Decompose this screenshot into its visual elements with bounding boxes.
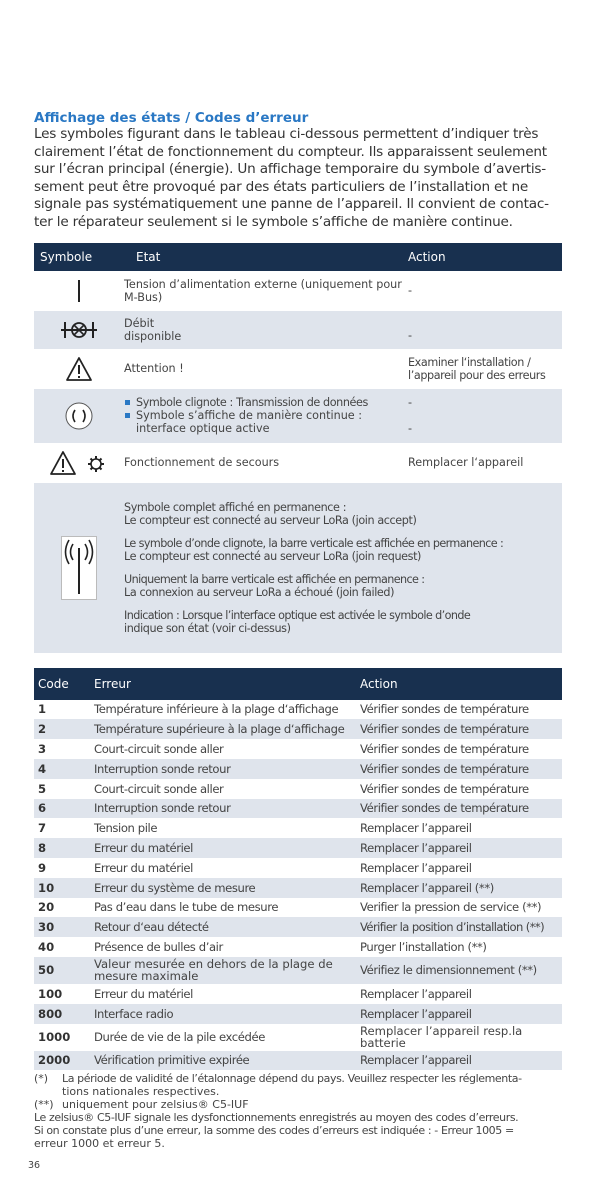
error-description: Erreur du matériel	[94, 860, 193, 875]
error-code: 10	[38, 880, 55, 895]
error-description: Vérification primitive expirée	[94, 1053, 250, 1068]
error-code: 3	[38, 742, 47, 757]
symbol-row	[34, 349, 562, 389]
error-code: 7	[38, 821, 47, 836]
action-cell: -	[408, 329, 413, 343]
error-code: 5	[38, 781, 47, 796]
error-action-line: Remplacer l’appareil resp.la	[360, 1024, 523, 1039]
error-row	[34, 779, 562, 799]
error-code: 1000	[38, 1030, 71, 1045]
error-row	[34, 799, 562, 819]
error-row	[34, 878, 562, 898]
error-row	[34, 858, 562, 878]
lora-paragraph	[124, 609, 562, 635]
etat-cell	[124, 396, 408, 435]
error-description: Présence de bulles d’air	[94, 940, 223, 955]
error-code: 8	[38, 841, 47, 856]
etat-bullets	[124, 396, 408, 435]
error-code: 20	[38, 900, 55, 915]
error-action: Vérifier sondes de température	[360, 801, 529, 816]
error-action: Remplacer l’appareil	[360, 1053, 472, 1068]
note-line: tions nationales respectives.	[62, 1085, 220, 1099]
error-action: Vérifier sondes de température	[360, 722, 529, 737]
intro-line: sement peut être provoqué par des états particuliers de l’installation et ne	[34, 178, 529, 195]
error-code: 2000	[38, 1053, 71, 1068]
header-action: Action	[408, 249, 446, 264]
intro-line: signale pas systématiquement une panne de l’appareil. Il convient de contac-	[34, 196, 549, 213]
error-row	[34, 957, 562, 984]
action-cell: Remplacer l‘appareil	[408, 456, 524, 470]
error-action: Vérifier sondes de température	[360, 781, 529, 796]
symbol-row	[34, 271, 562, 311]
intro-line: Les symboles figurant dans le tableau ci-dessous permettent d’indiquer très	[34, 126, 539, 142]
error-action: Remplacer l’appareil	[360, 860, 472, 875]
page-content	[34, 110, 562, 1150]
warning-icon	[34, 356, 124, 382]
error-description: Interruption sonde retour	[94, 761, 231, 776]
error-row	[34, 917, 562, 937]
action-cell: -	[408, 284, 413, 298]
error-code: 40	[38, 940, 55, 955]
error-row	[34, 838, 562, 858]
error-action: Purger l’installation (**)	[360, 940, 487, 955]
bullet-item: Symbole clignote : Transmission de données	[124, 396, 408, 409]
lora-line: Uniquement la barre verticale est affichée en permanence :	[124, 572, 425, 586]
error-row	[34, 739, 562, 759]
intro-line: ter le réparateur seulement si le symbole s’affiche de manière continue.	[34, 213, 513, 230]
lora-paragraph	[124, 573, 562, 599]
error-action: Vérifier la position d’installation (**)	[360, 920, 545, 935]
error-code: 6	[38, 801, 47, 816]
action-line: -	[408, 422, 413, 436]
flow-icon	[34, 319, 124, 341]
symbol-row	[34, 389, 562, 443]
error-description-line: mesure maximale	[94, 969, 199, 984]
header-etat: Etat	[136, 249, 161, 264]
error-action: Verifier la pression de service (**)	[360, 900, 542, 915]
error-description: Erreur du matériel	[94, 841, 193, 856]
etat-cell: Tension d’alimentation externe (uniquement pour M-Bus)	[124, 277, 402, 304]
error-codes-table	[34, 668, 562, 1071]
vertical-bar-icon	[34, 280, 124, 302]
error-action: Vérifier sondes de température	[360, 702, 529, 717]
error-action: Vérifiez le dimensionnement (**)	[360, 963, 537, 978]
symbol-row	[34, 311, 562, 349]
symbol-row	[34, 443, 562, 483]
error-description: Tension pile	[94, 821, 158, 836]
error-code: 30	[38, 920, 55, 935]
lora-line: Indication : Lorsque l’interface optique est activée le symbole d’onde	[124, 608, 471, 622]
final-line: erreur 1000 et erreur 5.	[34, 1137, 165, 1151]
error-action: Remplacer l’appareil	[360, 1006, 472, 1021]
action-line: Examiner l‘installation /	[408, 355, 531, 369]
error-description: Interruption sonde retour	[94, 801, 231, 816]
optical-interface-icon	[34, 401, 124, 431]
error-code: 2	[38, 722, 47, 737]
action-line: -	[408, 396, 413, 410]
error-row	[34, 984, 562, 1004]
error-description: Température inférieure à la plage d‘affichage	[94, 702, 339, 717]
bullet-line: Symbole s’affiche de manière continue :	[136, 409, 362, 423]
symbol-row	[34, 483, 562, 653]
header-erreur: Erreur	[94, 676, 131, 691]
lora-line: Le compteur est connecté au serveur LoRa (join accept)	[124, 513, 417, 527]
error-description-line: Valeur mesurée en dehors de la plage de	[94, 957, 333, 972]
bullet-item	[124, 409, 408, 435]
etat-cell: Fonctionnement de secours	[124, 456, 280, 470]
page-number: 36	[28, 1160, 41, 1171]
error-row	[34, 818, 562, 838]
lora-description	[124, 501, 562, 635]
header-action: Action	[360, 676, 398, 691]
error-action: Remplacer l’appareil	[360, 821, 472, 836]
note-line: La période de validité de l’étalonnage dépend du pays. Veuillez respecter les réglementa-	[62, 1072, 522, 1086]
action-cell	[408, 356, 562, 382]
error-action: Vérifier sondes de température	[360, 761, 529, 776]
note-2	[34, 1098, 562, 1111]
error-description: Erreur du système de mesure	[94, 880, 256, 895]
error-action-line: batterie	[360, 1036, 406, 1051]
lora-paragraph	[124, 537, 562, 563]
lora-line: indique son état (voir ci-dessus)	[124, 621, 291, 635]
error-row	[34, 937, 562, 957]
error-description: Retour d‘eau détecté	[94, 920, 209, 935]
error-code: 4	[38, 761, 47, 776]
error-row	[34, 759, 562, 779]
lora-paragraph	[124, 501, 562, 527]
header-symbole: Symbole	[40, 249, 93, 264]
error-action	[360, 1025, 562, 1049]
note-line: uniquement pour zelsius® C5-IUF	[62, 1098, 249, 1112]
note-1	[34, 1072, 562, 1085]
error-description: Pas d’eau dans le tube de mesure	[94, 900, 279, 915]
etat-cell: Attention !	[124, 362, 184, 376]
error-row	[34, 898, 562, 918]
error-code: 1	[38, 702, 47, 717]
bullet-line: interface optique active	[136, 422, 270, 436]
error-description: Erreur du matériel	[94, 986, 193, 1001]
intro-paragraph	[34, 126, 562, 232]
lora-line: Le symbole d’onde clignote, la barre verticale est affichée en permanence :	[124, 536, 504, 550]
note-marker: (**)	[34, 1098, 54, 1112]
final-line: Le zelsius® C5-IUF signale les dysfonctionnements enregistrés au moyen des codes d’erreurs.	[34, 1111, 519, 1125]
lora-line: Le compteur est connecté au serveur LoRa (join request)	[124, 549, 422, 563]
error-description: Court-circuit sonde aller	[94, 742, 224, 757]
error-code: 100	[38, 986, 63, 1001]
action-line: l’appareil pour des erreurs	[408, 368, 546, 382]
error-description: Court-circuit sonde aller	[94, 781, 224, 796]
intro-line: clairement l’état de fonctionnement du compteur. Ils apparaissent seulement	[34, 143, 547, 160]
symbols-table	[34, 243, 562, 653]
error-description: Interface radio	[94, 1006, 174, 1021]
notes	[34, 1072, 562, 1150]
note-1-cont	[34, 1085, 562, 1098]
section-heading: Affichage des états / Codes d’erreur	[34, 110, 309, 126]
error-table-header	[34, 668, 562, 700]
etat-line: Débit	[124, 316, 155, 330]
error-description: Température supérieure à la plage d‘affichage	[94, 722, 345, 737]
error-action: Remplacer l’appareil	[360, 986, 472, 1001]
header-code: Code	[38, 676, 69, 691]
error-description: Durée de vie de la pile excédée	[94, 1030, 265, 1045]
warning-gear-icon	[34, 450, 124, 476]
error-rows	[34, 700, 562, 1071]
lora-line: Symbole complet affiché en permanence :	[124, 500, 347, 514]
symbols-table-header	[34, 243, 562, 271]
error-code: 800	[38, 1006, 63, 1021]
error-code: 50	[38, 963, 55, 978]
error-row	[34, 719, 562, 739]
error-row	[34, 1024, 562, 1051]
lora-line: La connexion au serveur LoRa a échoué (join failed)	[124, 585, 395, 599]
error-description	[94, 958, 360, 982]
error-row	[34, 1004, 562, 1024]
error-row	[34, 1051, 562, 1071]
error-row	[34, 700, 562, 720]
error-code: 9	[38, 860, 47, 875]
error-action: Remplacer l’appareil (**)	[360, 880, 494, 895]
error-action: Vérifier sondes de température	[360, 742, 529, 757]
lora-antenna-icon	[34, 536, 124, 600]
intro-line: sur l’écran principal (énergie). Un affichage temporaire du symbole d’avertis-	[34, 161, 546, 178]
action-cell	[408, 396, 562, 435]
final-line: Si on constate plus d’une erreur, la somme des codes d’erreurs est indiquée : - Erreur 1005 =	[34, 1124, 514, 1138]
error-action: Remplacer l’appareil	[360, 841, 472, 856]
etat-cell	[124, 317, 408, 343]
etat-line: disponible	[124, 329, 182, 343]
note-marker: (*)	[34, 1072, 49, 1086]
